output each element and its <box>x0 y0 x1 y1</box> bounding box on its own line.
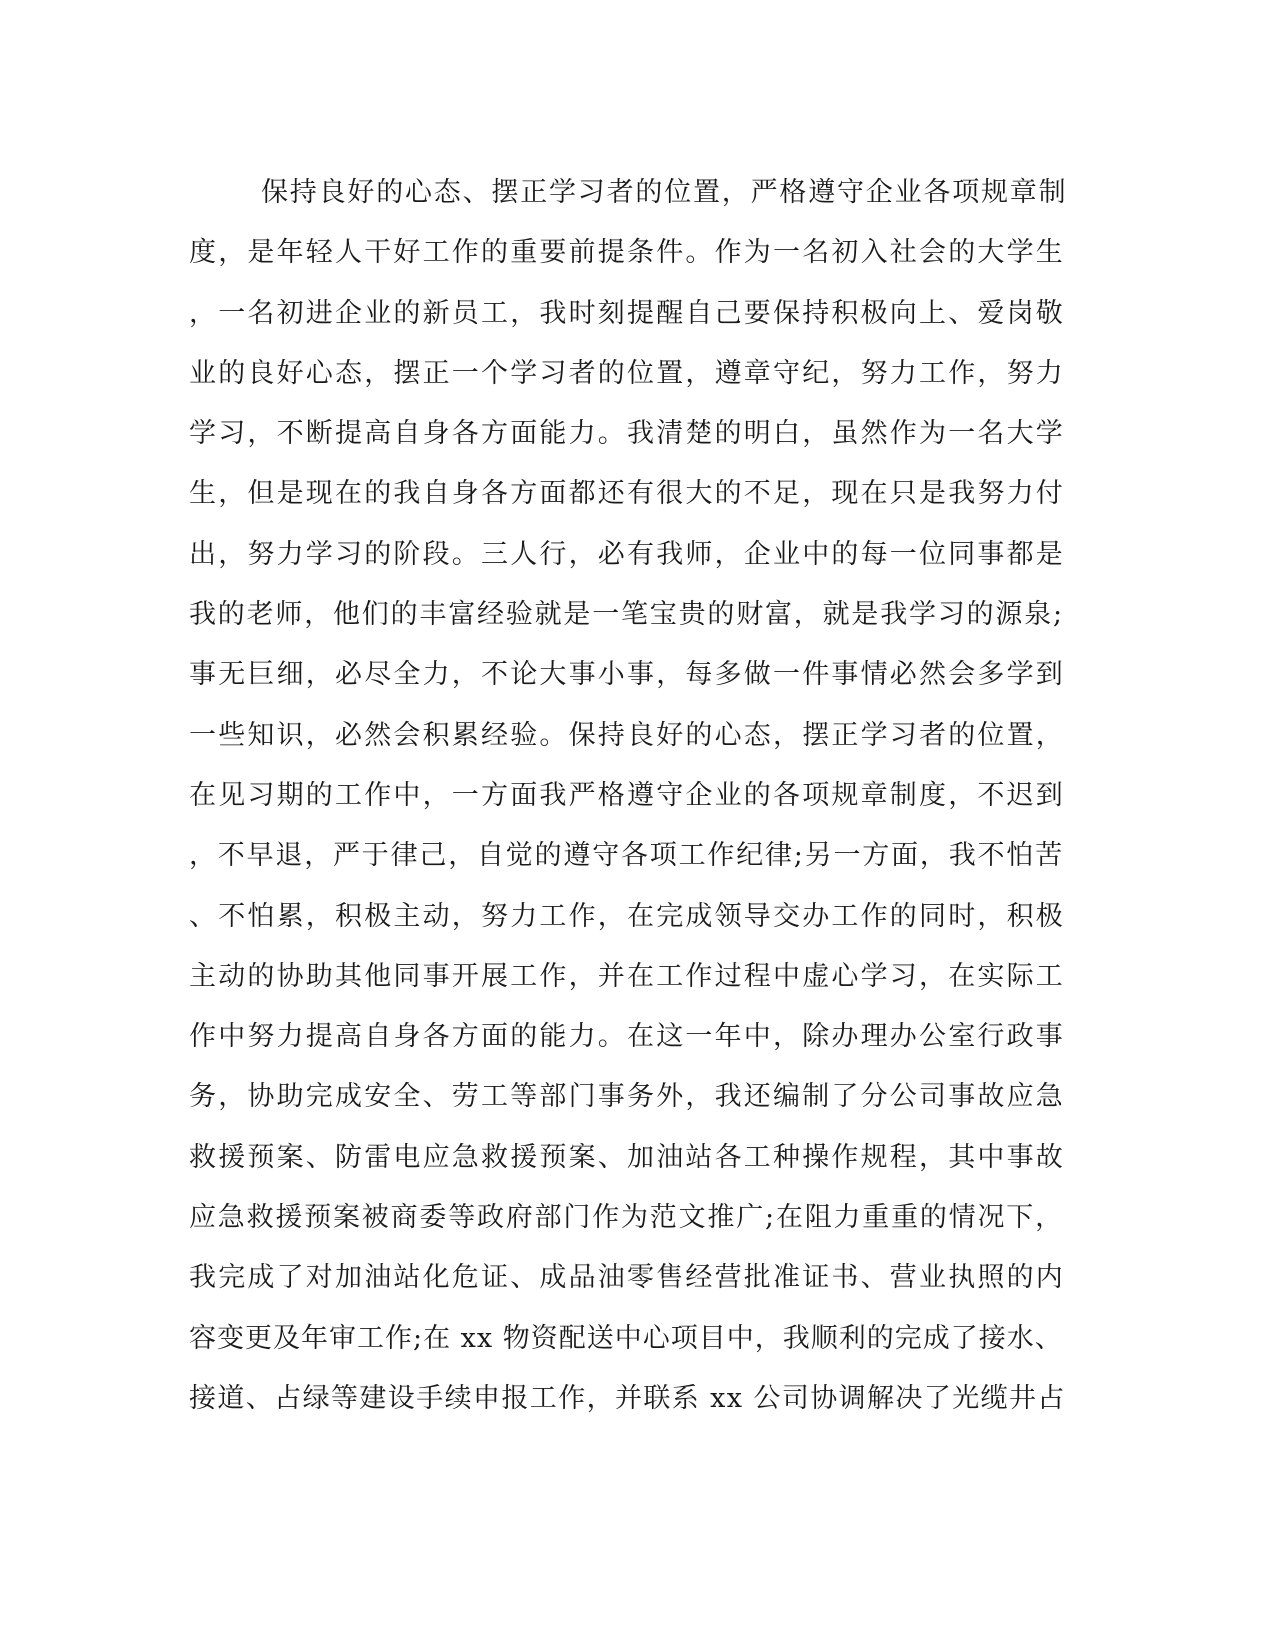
text-line: 接道、占绿等建设手续申报工作，并联系 xx 公司协调解决了光缆井占 <box>189 1382 1066 1414</box>
text-line: 业的良好心态，摆正一个学习者的位置，遵章守纪，努力工作，努力 <box>189 357 1065 389</box>
text-line: 我的老师，他们的丰富经验就是一笔宝贵的财富，就是我学习的源泉; <box>189 599 1064 631</box>
text-line: 事无巨细，必尽全力，不论大事小事，每多做一件事情必然会多学到 <box>189 659 1065 691</box>
text-line: 、不怕累，积极主动，努力工作，在完成领导交办工作的同时，积极 <box>189 900 1065 932</box>
text-line: 容变更及年审工作;在 xx 物资配送中心项目中，我顺利的完成了接水、 <box>189 1322 1063 1354</box>
text-line: 救援预案、防雷电应急救援预案、加油站各工种操作规程，其中事故 <box>189 1141 1065 1173</box>
text-line: ，不早退，严于律己，自觉的遵守各项工作纪律;另一方面，我不怕苦 <box>189 840 1064 872</box>
text-line: 主动的协助其他同事开展工作，并在工作过程中虚心学习，在实际工 <box>189 960 1065 992</box>
text-line: 应急救援预案被商委等政府部门作为范文推广;在阻力重重的情况下， <box>189 1202 1064 1234</box>
text-line: 出，努力学习的阶段。三人行，必有我师，企业中的每一位同事都是 <box>189 538 1065 570</box>
text-line: 学习，不断提高自身各方面能力。我清楚的明白，虽然作为一名大学 <box>189 418 1065 450</box>
text-line: 保持良好的心态、摆正学习者的位置，严格遵守企业各项规章制 <box>261 177 1068 208</box>
text-line: 一些知识，必然会积累经验。保持良好的心态，摆正学习者的位置， <box>189 719 1065 751</box>
text-line: 生，但是现在的我自身各方面都还有很大的不足，现在只是我努力付 <box>189 478 1065 510</box>
text-line: ，一名初进企业的新员工，我时刻提醒自己要保持积极向上、爱岗敬 <box>189 297 1065 329</box>
text-line: 我完成了对加油站化危证、成品油零售经营批准证书、营业执照的内 <box>189 1262 1065 1294</box>
text-line: 务，协助完成安全、劳工等部门事务外，我还编制了分公司事故应急 <box>189 1081 1065 1113</box>
body-text <box>189 163 1069 1429</box>
text-line: 度，是年轻人干好工作的重要前提条件。作为一名初入社会的大学生 <box>189 237 1065 269</box>
text-line: 在见习期的工作中，一方面我严格遵守企业的各项规章制度，不迟到 <box>189 779 1065 811</box>
text-line: 作中努力提高自身各方面的能力。在这一年中，除办理办公室行政事 <box>189 1021 1065 1053</box>
